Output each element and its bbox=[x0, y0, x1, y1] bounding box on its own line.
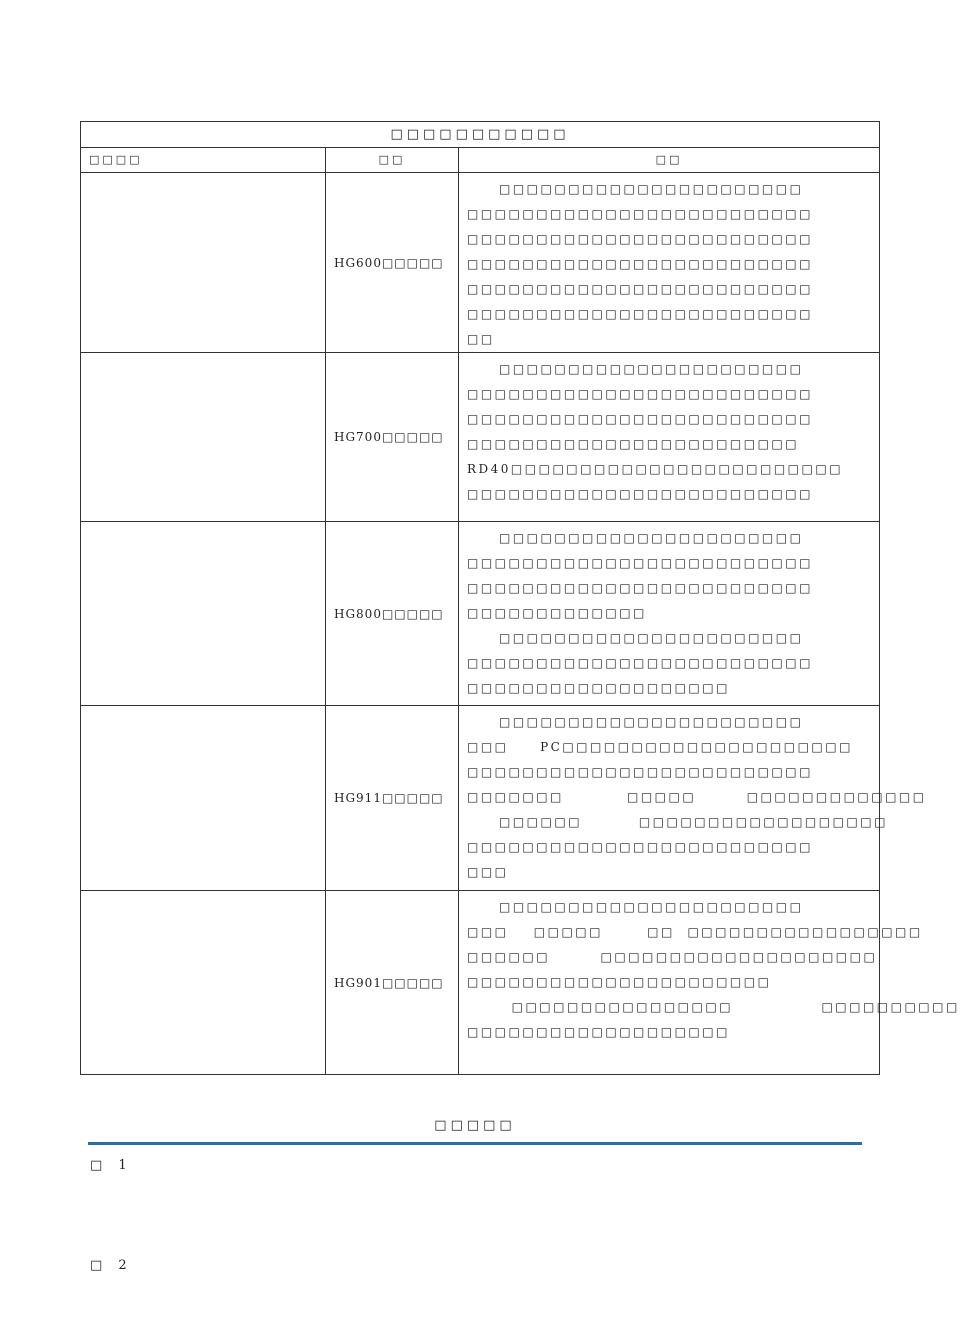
description-cell bbox=[459, 353, 880, 522]
image-cell bbox=[81, 173, 326, 353]
figure-label: □ 2 bbox=[90, 1258, 133, 1273]
model-cell: HG800□□□□□ bbox=[326, 522, 459, 706]
description-line: □□□□□□□□□□□□□□□□□□□□□□ bbox=[499, 362, 804, 376]
model-cell: HG600□□□□□ bbox=[326, 173, 459, 353]
description-line: □□□□□□ □□□□□□□□□□□□□□□□□□□□ bbox=[467, 950, 878, 964]
description-line: □□□□□□□□□□□□□□□□□□□□□□□□□ bbox=[467, 487, 813, 501]
model-cell: HG700□□□□□ bbox=[326, 353, 459, 522]
description-cell bbox=[459, 522, 880, 706]
description-line: □□□□□□□□□□□□□□□□□□□□□□□□□ bbox=[467, 387, 813, 401]
description-line: □□□ bbox=[467, 865, 509, 879]
description-line: □□ bbox=[467, 332, 495, 346]
figure-label: □ 1 bbox=[90, 1158, 133, 1173]
description-line: □□□□□□□□□□□□□ bbox=[467, 606, 647, 620]
description-line: □□□□□□□□□□□□□□□□□□□□□□□□□ bbox=[467, 232, 813, 246]
description-line: □□□□□□□□□□□□□□□□□□□□□□□□□ bbox=[467, 307, 813, 321]
image-cell bbox=[81, 891, 326, 1075]
header-col-1: □□□□ bbox=[81, 148, 326, 173]
description-line: □□□□□□□□□□□□□□□□□□□□□□□□□ bbox=[467, 556, 813, 570]
table-row bbox=[81, 173, 880, 353]
description-line: RD40□□□□□□□□□□□□□□□□□□□□□□□□ bbox=[467, 462, 844, 476]
model-cell: HG901□□□□□ bbox=[326, 891, 459, 1075]
description-line: □□□□□□□□□□□□□□□□□□□□□□□□□ bbox=[467, 581, 813, 595]
description-line: □□□□□□□□□□□□□□□□□□□□□□ bbox=[499, 900, 804, 914]
description-line: □□□ □□□□□ □□ □□□□□□□□□□□□□□□□□ bbox=[467, 925, 923, 939]
image-cell bbox=[81, 522, 326, 706]
table-title: □□□□□□□□□□□ bbox=[81, 122, 880, 148]
product-table bbox=[80, 121, 960, 1075]
description-line: □□□□□□□□□□□□□□□□□□□□□□ bbox=[499, 182, 804, 196]
table-row bbox=[81, 522, 880, 706]
description-line: □□□□□□□□□□□□□□□□□□□□□□□□□ bbox=[467, 840, 813, 854]
description-line: □□□□□□□□□□□□□□□□□□□□□□ bbox=[499, 631, 804, 645]
description-line: □□□□□□□□□□□□□□□□□□□□□□□□□ bbox=[467, 282, 813, 296]
description-cell bbox=[459, 891, 960, 1075]
description-line: □□□□□□□ □□□□□ □□□□□□□□□□□□□ bbox=[467, 790, 927, 804]
description-line: □□□□□□□□□□□□□□□□□□□□□□□□□ bbox=[467, 656, 813, 670]
description-cell bbox=[459, 173, 880, 353]
description-line: □□□□□□□□□□□□□□□□□□□□□□□□□ bbox=[467, 207, 813, 221]
description-line: □□□□□□□□□□□□□□□□□□□ bbox=[467, 681, 730, 695]
image-cell bbox=[81, 353, 326, 522]
table-row bbox=[81, 353, 880, 522]
description-line: □□□□□□□□□□□□□□□□□□□□□□ bbox=[499, 715, 804, 729]
header-col-2: □□ bbox=[326, 148, 459, 173]
description-line: □□□□□□□□□□□□□□□□ □□□□□□□□□□ bbox=[499, 1000, 960, 1014]
description-line: □□□□□□□□□□□□□□□□□□□□□□ bbox=[499, 531, 804, 545]
table-row bbox=[81, 706, 880, 891]
model-cell: HG911□□□□□ bbox=[326, 706, 459, 891]
section-title: □□□□□ bbox=[434, 1118, 516, 1133]
description-line: □□□□□□□□□□□□□□□□□□□ bbox=[467, 1025, 730, 1039]
description-line: □□□□□□□□□□□□□□□□□□□□□□ bbox=[467, 975, 772, 989]
description-line: □□□□□□□□□□□□□□□□□□□□□□□□□ bbox=[467, 765, 813, 779]
description-line: □□□□□□□□□□□□□□□□□□□□□□□□□ bbox=[467, 412, 813, 426]
image-cell bbox=[81, 706, 326, 891]
description-line: □□□ PC□□□□□□□□□□□□□□□□□□□□□ bbox=[467, 740, 853, 754]
header-col-3: □□ bbox=[459, 148, 880, 173]
description-cell bbox=[459, 706, 927, 891]
description-line: □□□□□□ □□□□□□□□□□□□□□□□□□ bbox=[499, 815, 888, 829]
table-row bbox=[81, 891, 880, 1075]
description-line: □□□□□□□□□□□□□□□□□□□□□□□□ bbox=[467, 437, 800, 451]
description-line: □□□□□□□□□□□□□□□□□□□□□□□□□ bbox=[467, 257, 813, 271]
section-divider bbox=[88, 1142, 862, 1145]
